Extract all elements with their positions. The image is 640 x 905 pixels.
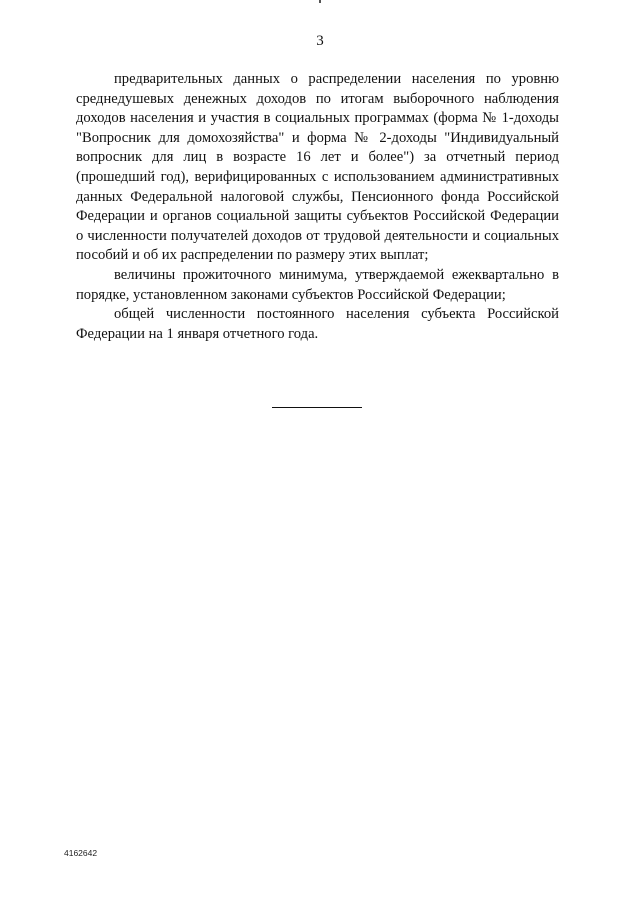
paragraph-2: величины прожиточного минимума, утверждаемой ежеквартально в порядке, установленном законами субъектов Российской Федерации;: [76, 266, 559, 303]
paragraph-3: общей численности постоянного населения субъекта Российской Федерации на 1 января отчетного года.: [76, 306, 559, 342]
scan-mark: [319, 0, 321, 3]
document-id: 4162642: [64, 848, 98, 858]
page-number: 3: [316, 33, 324, 49]
body-text: [76, 70, 559, 344]
paragraph-1: предварительных данных о распределении населения по уровню среднедушевых денежных доходов по итогам выборочного наблюдения доходов населения и участия в социальных программах (форма № 1-доходы "Вопросник для домохозяйства" и форма № 2-доходы "Индивидуальный вопросник для лиц в возрасте 16 лет и более") за отчетный период (прошедший год), верифицированных с использованием административных данных Федеральной налоговой службы, Пенсионного фонда Российской Федерации и органов социальной защиты субъектов Российской Федерации о численности получателей доходов от трудовой деятельности и социальных пособий и об их распределении по размеру этих выплат;: [76, 71, 559, 264]
end-of-text-rule: [272, 407, 362, 408]
